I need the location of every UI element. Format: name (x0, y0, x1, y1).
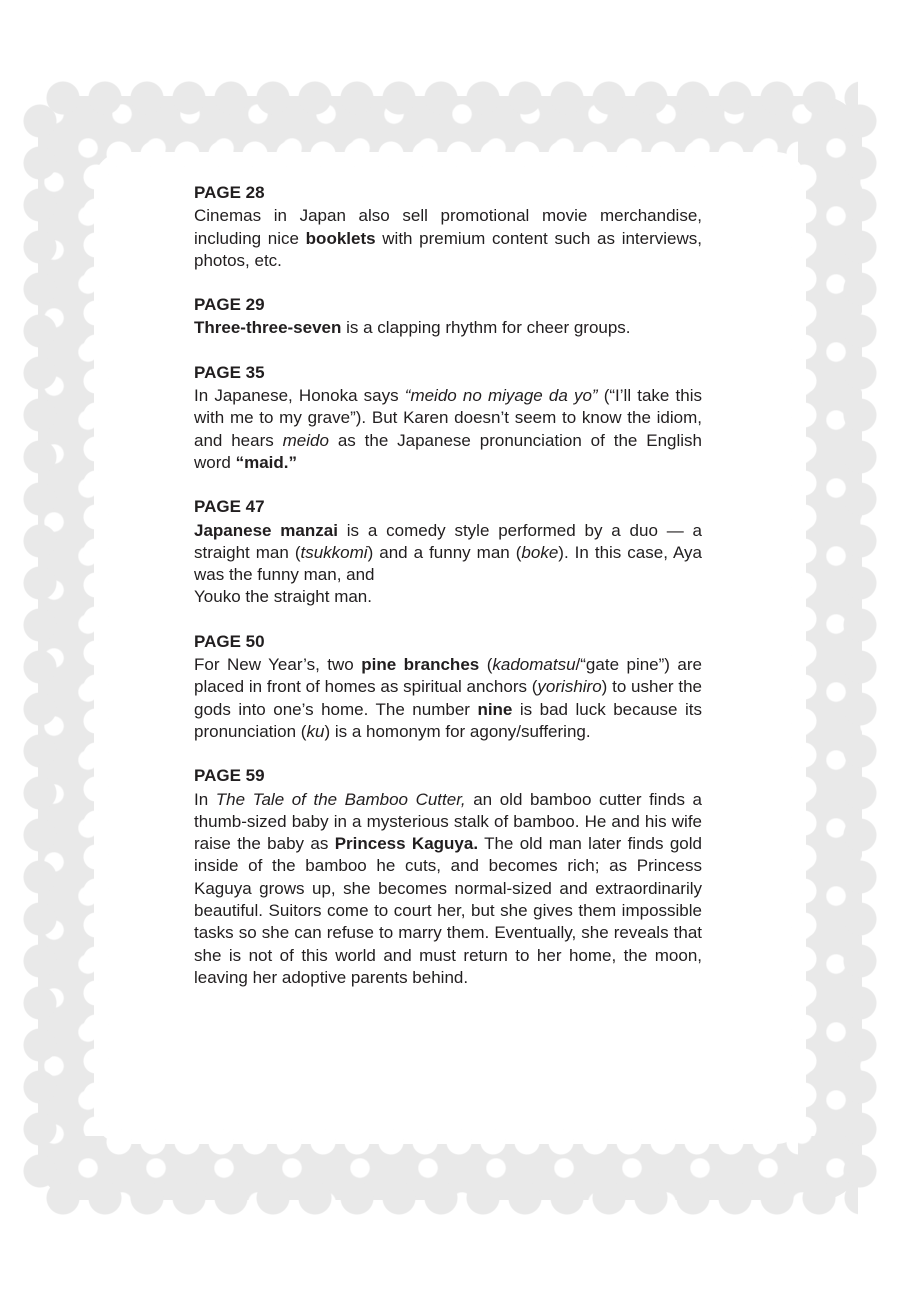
note-text (194, 385, 702, 474)
note-text (194, 654, 702, 743)
lace-scallop-right (843, 100, 877, 1196)
text-run: as the Japanese pronunciation of the English word (194, 430, 702, 472)
text-run: booklets (305, 228, 376, 248)
text-run: nine (477, 699, 513, 719)
note-text (194, 789, 702, 990)
page-heading: PAGE 28 (194, 183, 265, 202)
text-run: pine branches (361, 655, 480, 675)
inner-scallop-bottom (102, 1129, 798, 1155)
page-heading: PAGE 50 (194, 631, 265, 651)
text-run: ). In this case, Aya was the funny man, and (194, 542, 702, 585)
text-run: ) is a homonym for agony/suffering. (324, 721, 591, 741)
text-run: an old bamboo cutter finds a thumb-sized baby in a mysterious stalk of bamboo. He and his wife raise the baby as (194, 789, 703, 854)
text-run: “maid.” (235, 452, 297, 472)
note-section (194, 182, 702, 272)
inner-scallop-top (102, 141, 798, 167)
text-run: ( (479, 655, 493, 675)
text-run: For New Year’s, two (194, 655, 362, 675)
text-run: ) to usher the gods into one’s home. The number (194, 677, 702, 719)
page-heading: PAGE 29 (194, 295, 265, 315)
text-run: ku (306, 721, 325, 741)
text-run: meido (282, 430, 329, 450)
text-run: is a comedy style performed by a duo — a straight man ( (194, 520, 702, 562)
inner-scallop-right (791, 160, 817, 1136)
text-run: tsukkomi (300, 542, 368, 562)
text-run: Cinemas in Japan also sell promotional movie merchandise, including nice (194, 206, 702, 248)
text-run: kadomatsu (492, 655, 576, 675)
notes-list (194, 182, 702, 989)
text-run: /“gate pine”) are placed in front of homes as spiritual anchors ( (194, 655, 702, 697)
text-run: boke (521, 542, 559, 562)
note-text (194, 317, 702, 339)
text-run: “meido no miyage da yo” (404, 386, 598, 406)
text-run: In (194, 789, 216, 809)
text-run: Three-three-seven (194, 318, 342, 338)
note-section (194, 765, 702, 989)
notes-panel (94, 152, 806, 1144)
text-run: Youko the straight man. (194, 587, 372, 607)
lace-scallop-top (42, 81, 858, 115)
note-section (194, 496, 702, 608)
note-text (194, 520, 702, 609)
text-run: yorishiro (537, 677, 602, 697)
page-heading: PAGE 59 (194, 766, 265, 786)
text-run: ) and a funny man ( (367, 542, 522, 562)
text-run: Japanese manzai (194, 520, 338, 540)
page-heading: PAGE 47 (194, 497, 265, 517)
text-run: with premium content such as interviews, photos, etc. (194, 228, 702, 270)
text-run: The Tale of the Bamboo Cutter, (215, 789, 466, 809)
note-section (194, 631, 702, 743)
note-text (194, 205, 702, 272)
text-run: The old man later finds gold inside of the bamboo he cuts, and becomes rich; as Princess Kaguya grows up, she becomes normal-sized and extraordinarily beautiful. Suitors come to court her, but she gives them impossible tasks so she can refuse to marry them. Eventually, she reveals that she is not of this world and must return to her home, the moon, leaving her adoptive parents behind. (194, 834, 702, 987)
lace-scallop-bottom (42, 1181, 858, 1215)
text-run: Princess Kaguya. (334, 834, 479, 854)
text-run: is bad luck because its pronunciation ( (194, 699, 702, 741)
text-run: In Japanese, Honoka says (194, 386, 405, 406)
note-section (194, 294, 702, 340)
page-heading: PAGE 35 (194, 362, 265, 382)
note-section (194, 362, 702, 474)
lace-scallop-left (23, 100, 57, 1196)
text-run: (“I’ll take this with me to my grave”). But Karen doesn’t seem to know the idiom, and hears (194, 386, 702, 450)
inner-scallop-left (83, 160, 109, 1136)
text-run: is a clapping rhythm for cheer groups. (341, 318, 631, 338)
lace-border (38, 96, 862, 1200)
